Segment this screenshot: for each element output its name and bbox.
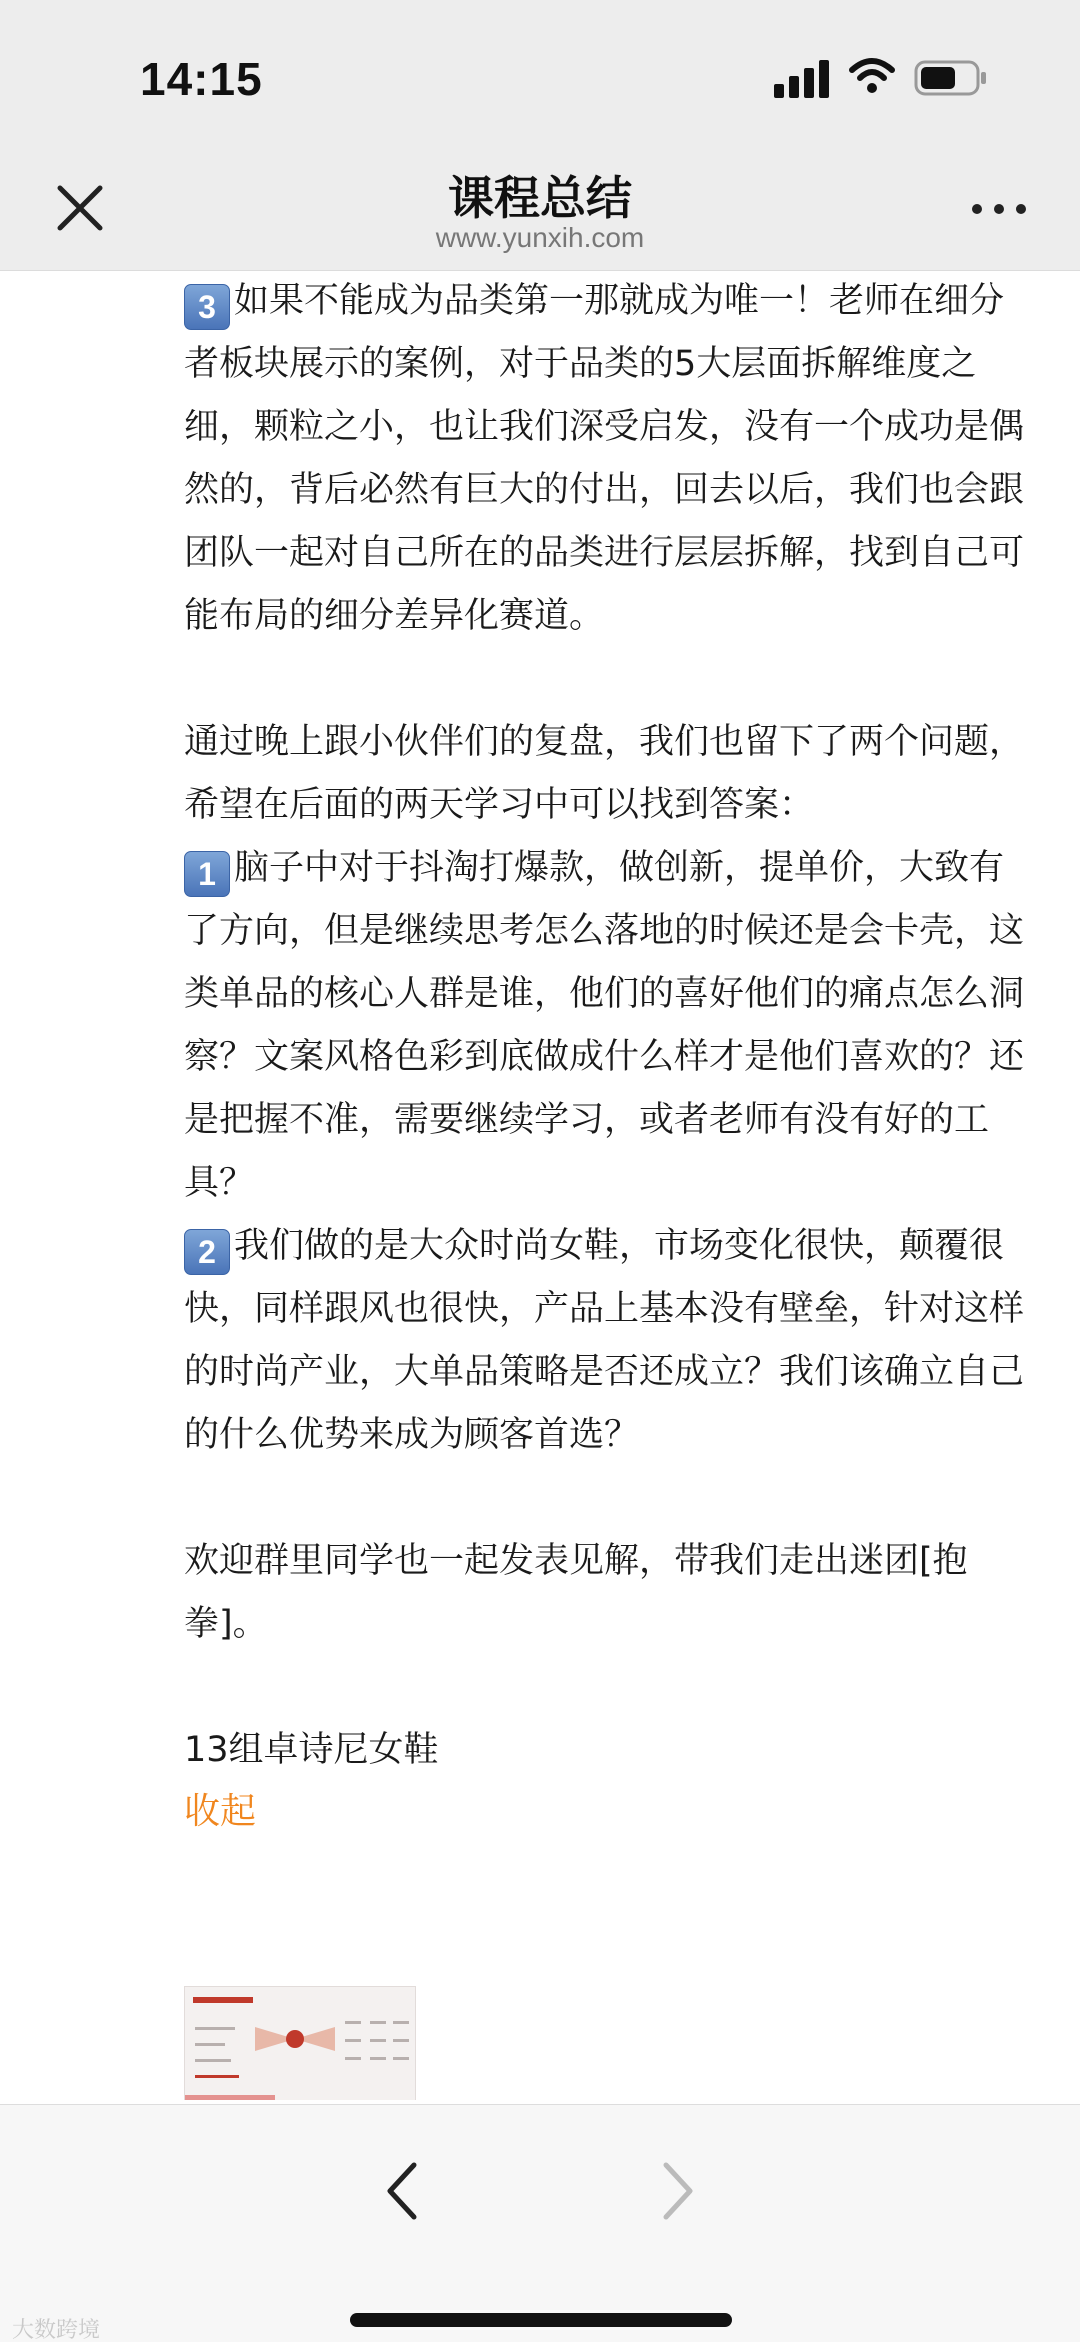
paragraph-intro-questions: 通过晚上跟小伙伴们的复盘，我们也留下了两个问题，希望在后面的两天学习中可以找到答案：	[184, 722, 1024, 825]
keycap-3-icon: 3	[184, 284, 230, 330]
back-arrow-icon[interactable]	[372, 2151, 432, 2231]
keycap-1-icon: 1	[184, 851, 230, 897]
paragraph-closing: 欢迎群里同学也一起发表见解，带我们走出迷团[抱拳]。	[184, 1541, 968, 1644]
forward-arrow-icon[interactable]	[648, 2151, 708, 2231]
question-1	[184, 837, 1024, 1215]
bottom-toolbar	[0, 2104, 1080, 2342]
question-2	[184, 1215, 1024, 1467]
paragraph-point-3-text: 如果不能成为品类第一那就成为唯一！老师在细分者板块展示的案例，对于品类的5大层面拆解维度之细，颗粒之小，也让我们深受启发，没有一个成功是偶然的，背后必然有巨大的付出，回去以后，我们也会跟团队一起对自己所在的品类进行层层拆解，找到自己可能布局的细分差异化赛道。	[184, 281, 1024, 636]
cellular-signal-icon	[774, 58, 832, 98]
home-indicator[interactable]	[350, 2313, 732, 2327]
question-2-text: 我们做的是大众时尚女鞋，市场变化很快，颠覆很快，同样跟风也很快，产品上基本没有壁垒，针对这样的时尚产业，大单品策略是否还成立？我们该确立自己的什么优势来成为顾客首选？	[184, 1226, 1024, 1455]
nav-header	[0, 150, 1080, 271]
wifi-icon	[848, 56, 896, 96]
attached-image-thumbnail[interactable]	[184, 1986, 416, 2100]
watermark: 大数跨境	[12, 2318, 101, 2343]
status-bar	[0, 0, 1080, 150]
collapse-link[interactable]: 收起	[184, 1791, 257, 1832]
article-body	[184, 270, 1024, 2100]
question-1-text: 脑子中对于抖淘打爆款，做创新，提单价，大致有了方向，但是继续思考怎么落地的时候还是会卡壳，这类单品的核心人群是谁，他们的喜好他们的痛点怎么洞察？文案风格色彩到底做成什么样才是他们喜欢的？还是把握不准，需要继续学习，或者老师有没有好的工具？	[184, 848, 1024, 1203]
battery-icon	[914, 60, 988, 96]
more-options-icon[interactable]	[972, 196, 1028, 220]
keycap-2-icon: 2	[184, 1229, 230, 1275]
status-time: 14:15	[140, 53, 263, 105]
paragraph-point-3	[184, 270, 1024, 648]
page-url: www.yunxih.com	[435, 222, 645, 253]
signature: 13组卓诗尼女鞋	[184, 1730, 439, 1770]
thumbnail-graphic	[185, 1987, 415, 2100]
page-title: 课程总结	[448, 171, 632, 225]
